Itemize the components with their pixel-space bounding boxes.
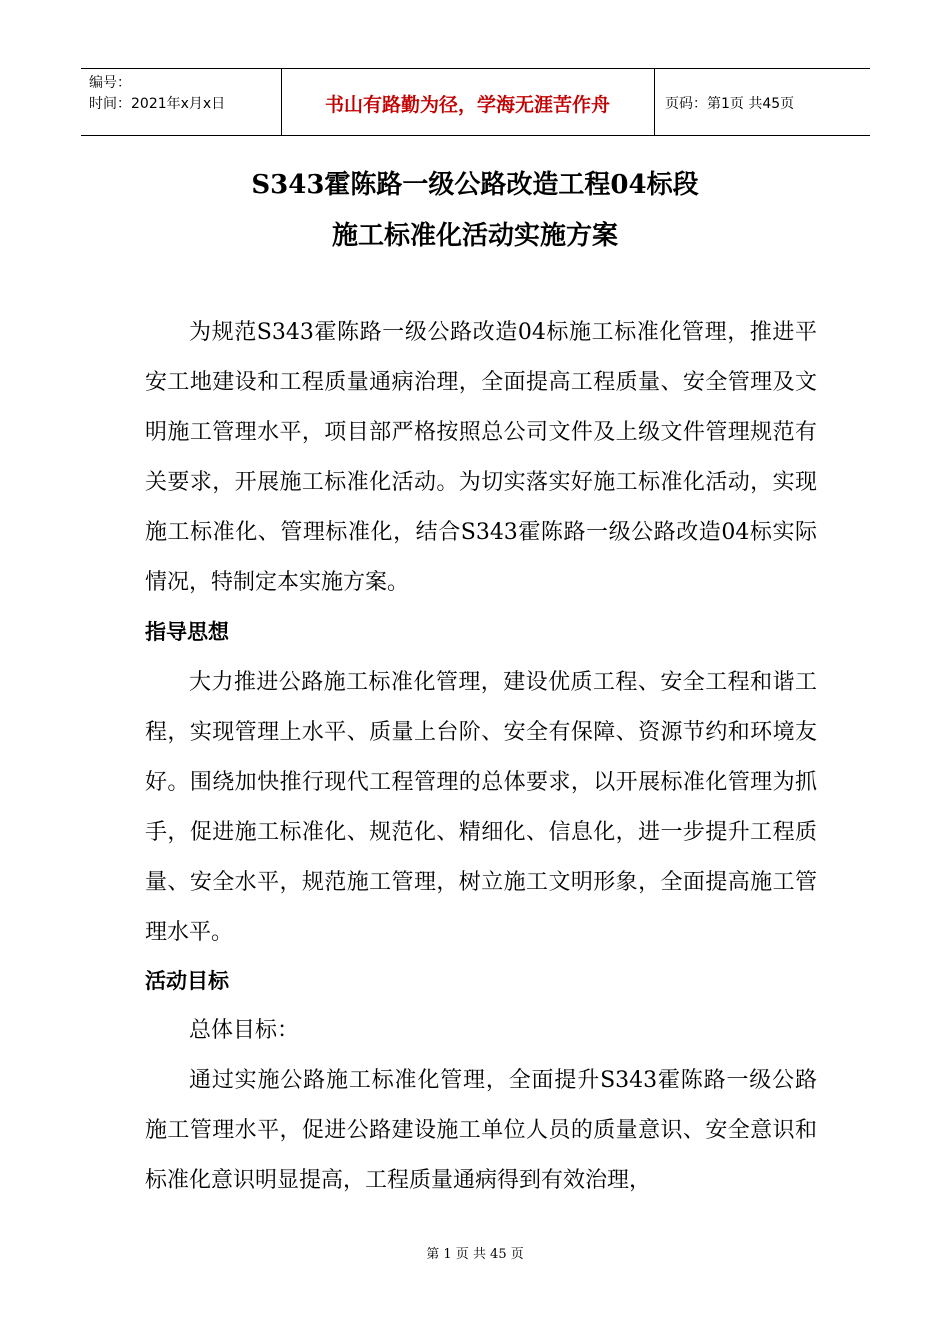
header-page-info: 页码：第1页 共45页 [665,96,795,112]
header-motto: 书山有路勤为径，学海无涯苦作舟 [324,94,610,116]
section-heading-activity-goals: 活动目标 [145,969,229,993]
header-meta [89,73,225,115]
overall-goal-label: 总体目标： [189,1018,300,1043]
overall-goal-paragraph: 通过实施公路施工标准化管理，全面提升S343霍陈路一级公路施工管理水平，促进公路建设施工单位人员的质量意识、安全意识和标准化意识明显提高，工程质量通病得到有效治理， [145,1068,817,1193]
page-header [81,68,870,136]
document-title-line2: 施工标准化活动实施方案 [331,221,618,251]
document-title-line1: S343霍陈路一级公路改造工程04标段 [251,170,699,200]
guiding-ideology-paragraph: 大力推进公路施工标准化管理，建设优质工程、安全工程和谐工程，实现管理上水平、质量上台阶、安全有保障、资源节约和环境友好。围绕加快推行现代工程管理的总体要求，以开展标准化管理为抓手，促进施工标准化、规范化、精细化、信息化，进一步提升工程质量、安全水平，规范施工管理，树立施工文明形象，全面提高施工管理水平。 [145,670,817,945]
page-footer: 第 1 页 共 45 页 [426,1247,524,1262]
document-date: 时间：2021年x月x日 [89,96,226,112]
header-divider [654,69,655,135]
section-heading-guiding-ideology: 指导思想 [145,620,229,644]
document-number-label: 编号： [89,75,131,91]
intro-paragraph: 为规范S343霍陈路一级公路改造04标施工标准化管理，推进平安工地建设和工程质量通病治理，全面提高工程质量、安全管理及文明施工管理水平，项目部严格按照总公司文件及上级文件管理规范有关要求，开展施工标准化活动。为切实落实好施工标准化活动，实现施工标准化、管理标准化，结合S343霍陈路一级公路改造04标实际情况，特制定本实施方案。 [145,320,817,595]
